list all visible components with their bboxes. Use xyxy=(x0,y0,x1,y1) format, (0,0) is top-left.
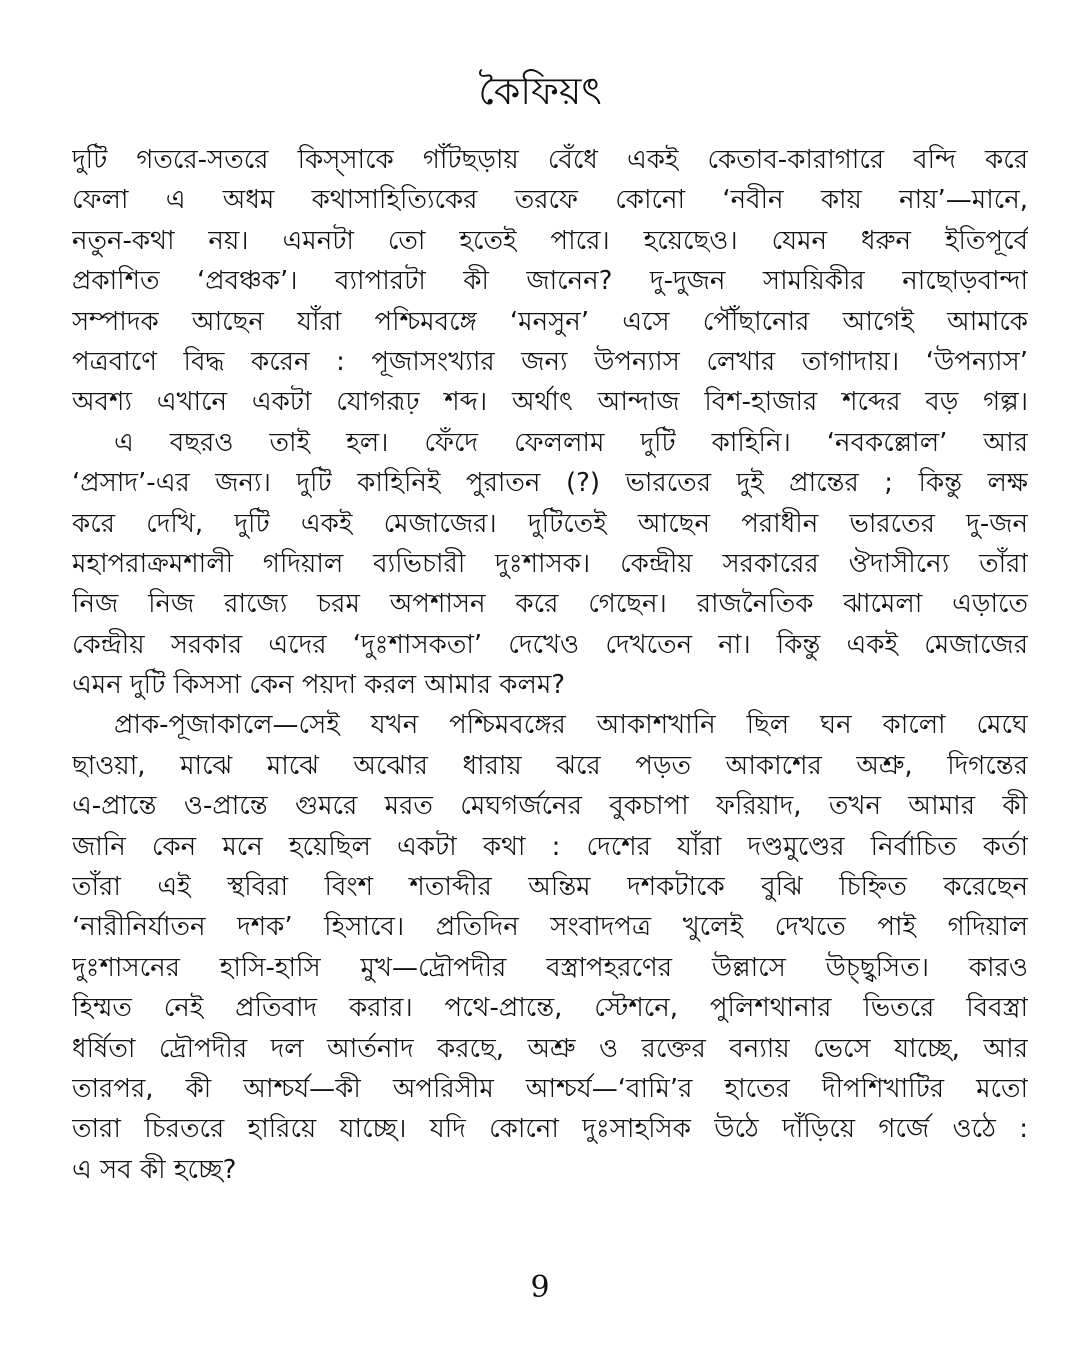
text-line: কেন্দ্রীয় সরকার এদের ‘দুঃশাসকতা’ দেখেও দেখতেন না। কিন্তু একই মেজাজের xyxy=(72,629,1028,660)
text-line: ফেলা এ অধম কথাসাহিত্যিকের তরফে কোনো ‘নবীন কায় নায়’—মানে, xyxy=(72,185,1028,216)
text-line: ‘নারীনির্যাতন দশক’ হিসাবে। প্রতিদিন সংবাদপত্র খুলেই দেখতে পাই গদিয়াল xyxy=(72,912,1028,943)
text-line: ‘প্রসাদ’-এর জন্য। দুটি কাহিনিই পুরাতন (?) ভারতের দুই প্রান্তের ; কিন্তু লক্ষ xyxy=(72,468,1028,499)
text-line: তাঁরা এই স্থবিরা বিংশ শতাব্দীর অন্তিম দশকটাকে বুঝি চিহ্নিত করেছেন xyxy=(72,872,1028,903)
text-line: হিম্মত নেই প্রতিবাদ করার। পথে-প্রান্তে, স্টেশনে, পুলিশথানার ভিতরে বিবস্ত্রা xyxy=(72,993,1028,1024)
text-line: তারপর, কী আশ্চর্য—কী অপরিসীম আশ্চর্য—‘বামি’র হাতের দীপশিখাটির মতো xyxy=(72,1073,1028,1104)
text-line: এ সব কী হচ্ছে? xyxy=(72,1154,237,1185)
chapter-title: কৈফিয়ৎ xyxy=(478,69,602,113)
text-line: প্রাক-পূজাকালে—সেই যখন পশ্চিমবঙ্গের আকাশখানি ছিল ঘন কালো মেঘে xyxy=(114,710,1028,741)
text-line: এ-প্রান্তে ও-প্রান্তে গুমরে মরত মেঘগর্জনের বুকচাপা ফরিয়াদ, তখন আমার কী xyxy=(72,791,1028,822)
text-line: এ বছরও তাই হল। ফেঁদে ফেললাম দুটি কাহিনি। ‘নবকল্লোল’ আর xyxy=(114,427,1028,458)
text-line: দুঃশাসনের হাসি-হাসি মুখ—দ্রৌপদীর বস্ত্রাপহরণের উল্লাসে উচ্ছ্বসিত। কারও xyxy=(72,952,1028,983)
text-line: এমন দুটি কিসসা কেন পয়দা করল আমার কলম? xyxy=(72,670,566,701)
text-line: জানি কেন মনে হয়েছিল একটা কথা : দেশের যাঁরা দণ্ডমুণ্ডের নির্বাচিত কর্তা xyxy=(72,831,1028,862)
text-line: নিজ নিজ রাজ্যে চরম অপশাসন করে গেছেন। রাজনৈতিক ঝামেলা এড়াতে xyxy=(72,589,1028,620)
text-line: ধর্ষিতা দ্রৌপদীর দল আর্তনাদ করছে, অশ্রু ও রক্তের বন্যায় ভেসে যাচ্ছে, আর xyxy=(72,1033,1028,1064)
page-number: 9 xyxy=(530,1270,550,1305)
text-line: সম্পাদক আছেন যাঁরা পশ্চিমবঙ্গে ‘মনসুন’ এসে পৌঁছানোর আগেই আমাকে xyxy=(72,306,1028,337)
text-line: করে দেখি, দুটি একই মেজাজের। দুটিতেই আছেন পরাধীন ভারতের দু-জন xyxy=(72,508,1028,539)
text-line: পত্রবাণে বিদ্ধ করেন : পূজাসংখ্যার জন্য উপন্যাস লেখার তাগাদায়। ‘উপন্যাস’ xyxy=(72,346,1028,377)
text-line: নতুন-কথা নয়। এমনটা তো হতেই পারে। হয়েছেও। যেমন ধরুন ইতিপূর্বে xyxy=(72,225,1028,256)
body-text xyxy=(72,140,1028,1190)
text-line: মহাপরাক্রমশালী গদিয়াল ব্যভিচারী দুঃশাসক। কেন্দ্রীয় সরকারের ঔদাসীন্যে তাঁরা xyxy=(72,548,1028,579)
text-line: অবশ্য এখানে একটা যোগরূঢ় শব্দ। অর্থাৎ আন্দাজ বিশ-হাজার শব্দের বড় গল্প। xyxy=(72,387,1028,418)
text-line: প্রকাশিত ‘প্রবঞ্চক’। ব্যাপারটা কী জানেন? দু-দুজন সাময়িকীর নাছোড়বান্দা xyxy=(72,266,1028,297)
text-line: ছাওয়া, মাঝে মাঝে অঝোর ধারায় ঝরে পড়ত আকাশের অশ্রু, দিগন্তের xyxy=(72,750,1028,781)
text-line: দুটি গতরে-সতরে কিস্‌সাকে গাঁটছড়ায় বেঁধে একই কেতাব-কারাগারে বন্দি করে xyxy=(72,145,1028,175)
text-line: তারা চিরতরে হারিয়ে যাচ্ছে। যদি কোনো দুঃসাহসিক উঠে দাঁড়িয়ে গর্জে ওঠে : xyxy=(72,1114,1028,1145)
